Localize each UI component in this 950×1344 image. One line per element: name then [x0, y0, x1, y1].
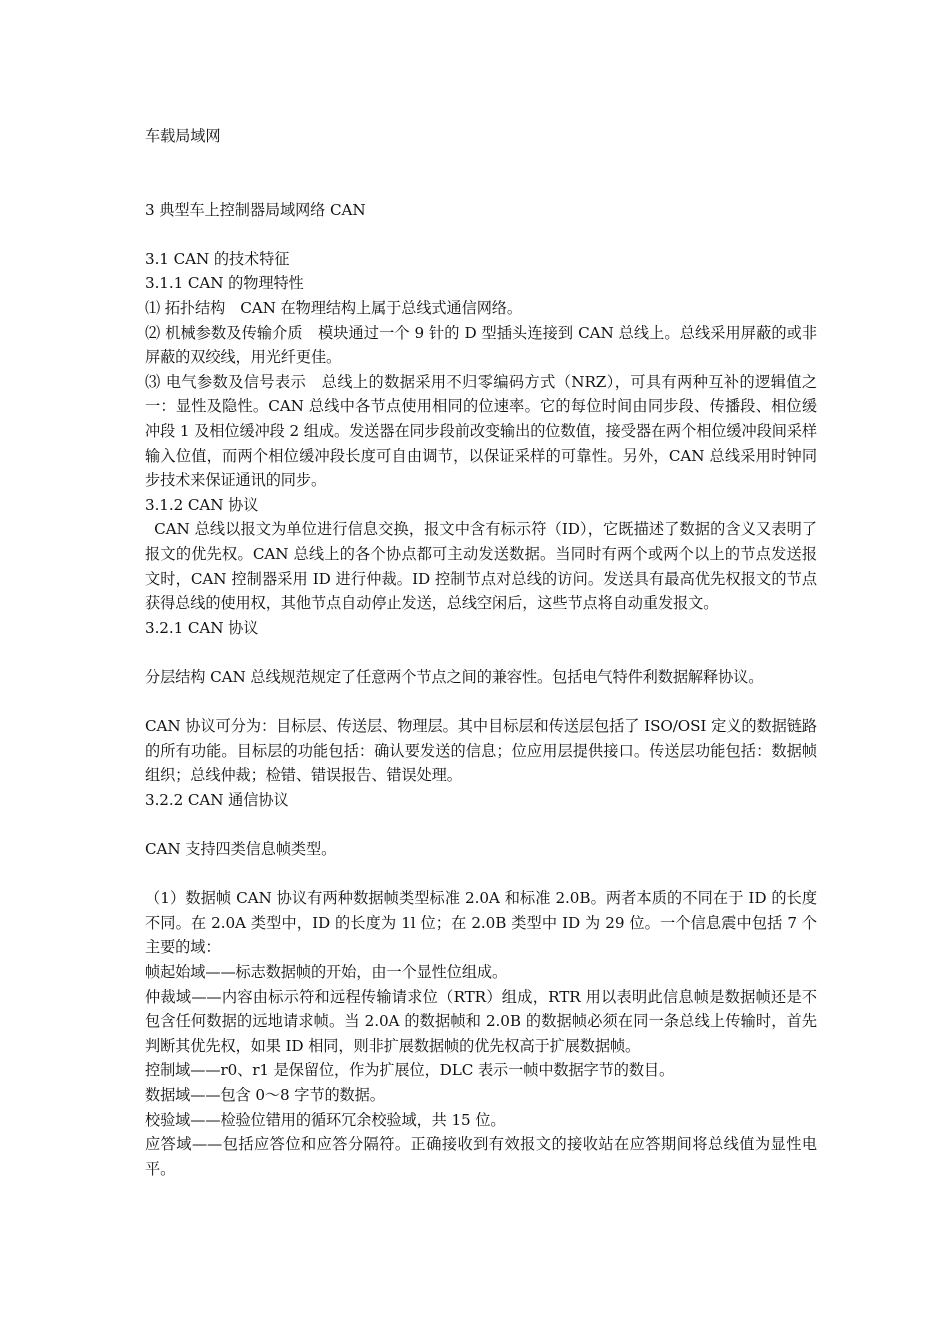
doc-title: 车载局域网	[145, 127, 221, 145]
section-3-2-2-heading: 3.2.2 CAN 通信协议	[145, 790, 289, 809]
paragraph-protocol-layers: CAN 协议可分为：目标层、传送层、物理层。其中目标层和传送层包括了 ISO/OSI 定义的数据链路的所有功能。目标层的功能包括：确认要发送的信息；位应用层提供接口。传送层功能包括：数据帧组织；总线仲裁；检错、错误报告、错误处理。	[145, 717, 817, 785]
paragraph-can-protocol: CAN 总线以报文为单位进行信息交换，报文中含有标示符（ID），它既描述了数据的含义又表明了报文的优先权。CAN 总线上的各个协点都可主动发送数据。当同时有两个或两个以上的节点发送报文时，CAN 控制器采用 ID 进行仲裁。ID 控制节点对总线的访问。发送具有最高优先权报文的节点获得总线的使用权，其他节点自动停止发送，总线空闲后，这些节点将自动重发报文。	[145, 520, 817, 613]
paragraph-crc-field: 校验域——检验位错用的循环冗余校验域，共 15 位。	[145, 1110, 506, 1129]
section-3-2-1-heading: 3.2.1 CAN 协议	[145, 618, 259, 637]
chapter-heading: 3 典型车上控制器局域网络 CAN	[145, 200, 366, 219]
paragraph-topology: ⑴ 拓扑结构 CAN 在物理结构上属于总线式通信网络。	[145, 298, 522, 317]
paragraph-frame-types: CAN 支持四类信息帧类型。	[145, 840, 337, 859]
paragraph-data-field: 数据域——包含 0～8 字节的数据。	[145, 1085, 385, 1104]
paragraph-arbitration-field: 仲裁域——内容由标示符和远程传输请求位（RTR）组成，RTR 用以表明此信息帧是数据帧还是不包含任何数据的远地请求帧。当 2.0A 的数据帧和 2.0B 的数据帧必须在同一条总线上传输时，首先判断其优先权，如果 ID 相同，则非扩展数据帧的优先权高于扩展数据帧。	[145, 987, 817, 1055]
paragraph-layered-structure: 分层结构 CAN 总线规范规定了任意两个节点之间的兼容性。包括电气特件利数据解释协议。	[145, 667, 764, 686]
section-3-1-heading: 3.1 CAN 的技术特征	[145, 249, 290, 268]
paragraph-ack-field: 应答域——包括应答位和应答分隔符。正确接收到有效报文的接收站在应答期间将总线值为显性电平。	[145, 1135, 817, 1178]
paragraph-mechanical: ⑵ 机械参数及传输介质 模块通过一个 9 针的 D 型插头连接到 CAN 总线上。总线采用屏蔽的或非屏蔽的双绞线，用光纤更佳。	[145, 323, 817, 367]
section-3-1-1-heading: 3.1.1 CAN 的物理特性	[145, 274, 304, 293]
paragraph-sof-field: 帧起始域——标志数据帧的开始，由一个显性位组成。	[145, 963, 508, 981]
paragraph-control-field: 控制域——r0、r1 是保留位，作为扩展位，DLC 表示一帧中数据字节的数目。	[145, 1061, 675, 1080]
paragraph-electrical: ⑶ 电气参数及信号表示 总线上的数据采用不归零编码方式（NRZ），可具有两种互补的逻辑值之一：显性及隐性。CAN 总线中各节点使用相同的位速率。它的每位时间由同步段、传播段、相位缓冲段 1 及相位缓冲段 2 组成。发送器在同步段前改变输出的位数值，接受器在两个相位缓冲段间采样输入位值，而两个相位缓冲段长度可自由调节，以保证采样的可靠性。另外，CAN 总线采用时钟同步技术来保证通讯的同步。	[145, 372, 817, 490]
paragraph-data-frame: （1）数据帧 CAN 协议有两种数据帧类型标准 2.0A 和标准 2.0B。两者本质的不同在于 ID 的长度不同。在 2.0A 类型中，ID 的长度为 1l 位；在 2.0B 类型中 ID 为 29 位。一个信息震中包括 7 个主要的域：	[145, 889, 817, 957]
document-body	[145, 124, 817, 1181]
section-3-1-2-heading: 3.1.2 CAN 协议	[145, 495, 259, 514]
